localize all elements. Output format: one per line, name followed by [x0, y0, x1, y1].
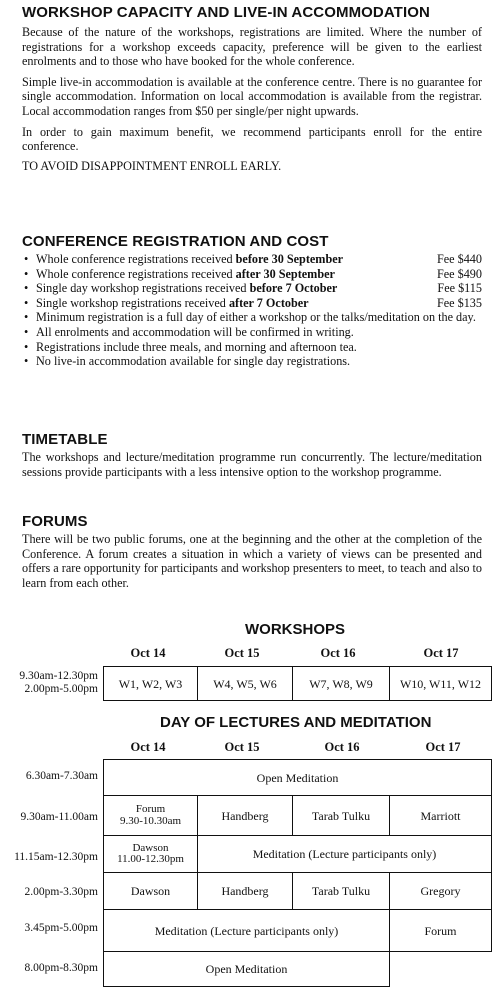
workshop-cell: W1, W2, W3	[103, 666, 198, 701]
lecture-time-label: 2.00pm-3.30pm	[24, 886, 98, 898]
lecture-day-header: Oct 16	[324, 740, 360, 754]
workshop-time-label: 9.30am-12.30pm 2.00pm-5.00pm	[19, 670, 98, 695]
accommodation-section	[22, 4, 482, 173]
lecture-day-header: Oct 14	[130, 740, 166, 754]
lecture-day-header: Oct 15	[224, 740, 260, 754]
workshops-title: WORKSHOPS	[245, 621, 346, 638]
lecture-cell: Marriott	[389, 795, 492, 836]
lecture-cell: Handberg	[197, 795, 293, 836]
forums-section	[22, 513, 482, 590]
meditation-cell: Meditation (Lecture participants only)	[197, 835, 492, 873]
lecture-cell: Tarab Tulku	[292, 795, 390, 836]
fee-item: • Whole conference registrations received after 30 September Fee $490	[24, 266, 482, 281]
accommodation-paragraph: Because of the nature of the workshops, registrations are limited. Where the number of registrations for a workshop exceeds capacity, preference will be given to the earliest enrolments and to those who have booked for the whole conference.	[22, 25, 482, 69]
lecture-time-label: 3.45pm-5.00pm	[24, 922, 98, 934]
lecture-cell: Dawson 11.00-12.30pm	[103, 835, 198, 873]
forum-cell: Forum	[389, 909, 492, 952]
open-meditation-cell: Open Meditation	[103, 951, 390, 987]
open-meditation-cell: Open Meditation	[103, 759, 492, 796]
timetable-text: The workshops and lecture/meditation programme run concurrently. The lecture/meditation sessions provide participants with a less intensive option to the workshop programme.	[22, 450, 482, 479]
registration-section	[22, 233, 482, 369]
lecture-time-label: 11.15am-12.30pm	[14, 851, 98, 863]
fee-amount: Fee $440	[436, 252, 482, 266]
fee-amount: Fee $490	[436, 266, 482, 281]
fee-item: • Whole conference registrations received before 30 September Fee $440	[24, 252, 482, 266]
fee-amount: Fee $115	[437, 281, 482, 296]
lecture-cell: Dawson	[103, 872, 198, 910]
accommodation-paragraph: In order to gain maximum benefit, we recommend participants enroll for the entire conference.	[22, 124, 482, 154]
accommodation-heading: WORKSHOP CAPACITY AND LIVE-IN ACCOMMODATION	[22, 4, 430, 21]
forum-cell: Forum 9.30-10.30am	[103, 795, 198, 836]
lectures-title: DAY OF LECTURES AND MEDITATION	[160, 714, 432, 731]
fee-item: • Single day workshop registrations received before 7 October Fee $115	[24, 281, 482, 296]
fee-item: • Single workshop registrations received after 7 October Fee $135	[24, 295, 482, 310]
workshop-day-header: Oct 15	[224, 646, 260, 660]
workshop-cell: W4, W5, W6	[197, 666, 293, 701]
fee-amount: Fee $135	[436, 295, 482, 310]
forums-heading: FORUMS	[22, 513, 88, 530]
note-item: • Minimum registration is a full day of either a workshop or the talks/meditation on the day.	[24, 310, 476, 325]
workshop-day-header: Oct 17	[423, 646, 459, 660]
lecture-time-label: 9.30am-11.00am	[20, 811, 98, 823]
note-item: • No live-in accommodation available for single day registrations.	[24, 354, 351, 369]
registration-heading: CONFERENCE REGISTRATION AND COST	[22, 233, 329, 250]
registration-list	[22, 252, 482, 369]
meditation-cell: Meditation (Lecture participants only)	[103, 909, 390, 952]
timetable-section	[22, 431, 482, 479]
timetable-heading: TIMETABLE	[22, 431, 108, 448]
workshop-day-header: Oct 16	[320, 646, 356, 660]
workshop-cell: W10, W11, W12	[389, 666, 492, 701]
lecture-time-label: 8.00pm-8.30pm	[24, 962, 98, 974]
lecture-day-header: Oct 17	[425, 740, 461, 754]
accommodation-paragraph: Simple live-in accommodation is available at the conference centre. There is no guarantee for single accommodation. Information on local accommodation is available from the registrar. Local accommodation ranges from $50 per single/per night upwards.	[22, 74, 482, 118]
lecture-time-label: 6.30am-7.30am	[25, 770, 98, 782]
lecture-cell: Tarab Tulku	[292, 872, 390, 910]
workshop-day-header: Oct 14	[130, 646, 166, 660]
note-item: • Registrations include three meals, and morning and afternoon tea.	[24, 339, 357, 354]
enroll-early-notice: TO AVOID DISAPPOINTMENT ENROLL EARLY.	[22, 158, 282, 173]
lecture-cell: Handberg	[197, 872, 293, 910]
forums-text: There will be two public forums, one at the beginning and the other at the completion of the Conference. A forum creates a situation in which a variety of views can be presented and offers a rare opportunity for participants and workshop presenters to meet, to teach and also to learn from each other.	[22, 532, 482, 590]
note-item: • All enrolments and accommodation will be confirmed in writing.	[24, 324, 354, 339]
lecture-cell: Gregory	[389, 872, 492, 910]
workshop-cell: W7, W8, W9	[292, 666, 390, 701]
